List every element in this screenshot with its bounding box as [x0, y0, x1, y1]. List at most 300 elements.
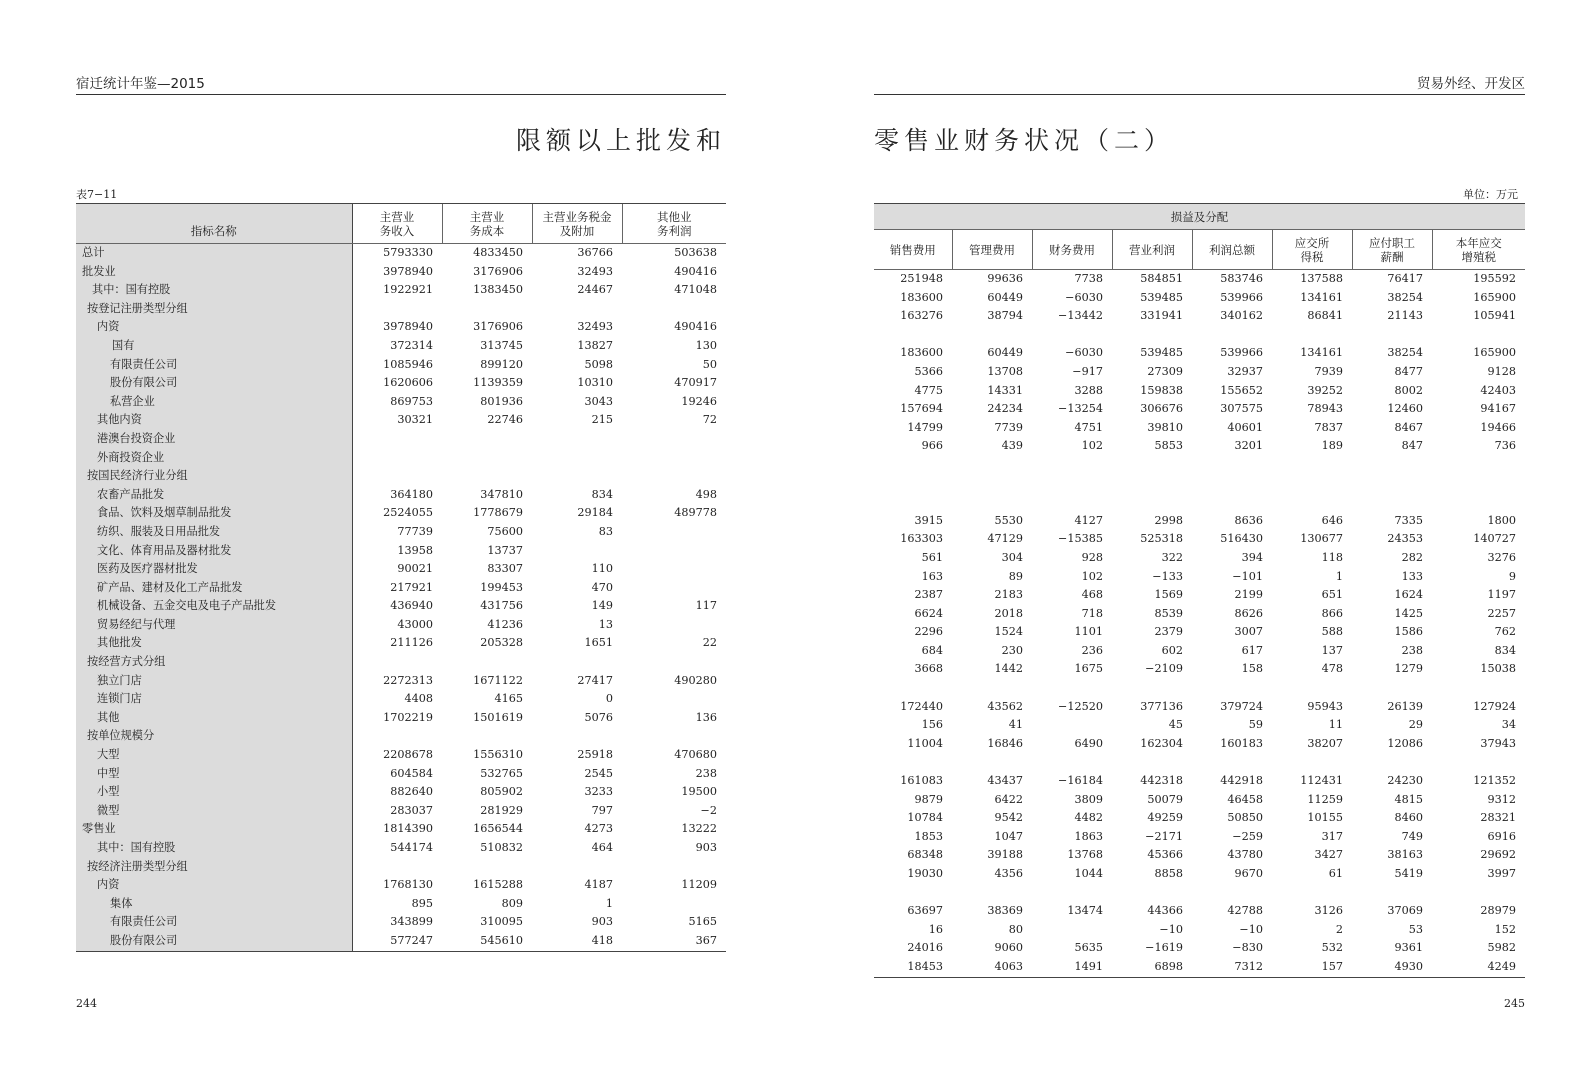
row-label: 大型	[76, 746, 352, 765]
data-cell: 1279	[1394, 662, 1423, 676]
data-cell: 41	[1008, 718, 1023, 732]
data-cell: 38369	[987, 904, 1023, 918]
data-cell: 4930	[1352, 958, 1432, 977]
data-cell	[1272, 493, 1352, 512]
data-cell: 38254	[1387, 346, 1423, 360]
data-cell: 236	[1081, 643, 1103, 657]
data-cell: 4273	[584, 822, 613, 836]
data-cell	[1032, 493, 1112, 512]
data-cell: 45366	[1147, 848, 1183, 862]
data-cell: 37943	[1480, 736, 1516, 750]
data-cell: 646	[1321, 513, 1343, 527]
data-cell: 211126	[352, 634, 442, 653]
data-cell	[442, 467, 532, 486]
data-cell: 805902	[480, 785, 523, 799]
data-cell: 478	[1321, 662, 1343, 676]
data-cell	[442, 449, 532, 468]
data-cell: 7739	[994, 420, 1023, 434]
data-cell: 13958	[352, 542, 442, 561]
data-cell	[952, 493, 1032, 512]
data-cell: −2109	[1145, 662, 1183, 676]
table-row	[874, 846, 1525, 865]
data-cell: 137	[1321, 643, 1343, 657]
table-row	[76, 542, 726, 561]
data-cell: 9312	[1487, 792, 1516, 806]
data-cell: 1778679	[473, 506, 523, 520]
data-cell	[1352, 753, 1432, 772]
profit-distribution-header: 损益及分配	[874, 204, 1525, 230]
data-cell: −2	[700, 803, 717, 817]
data-cell: 4833450	[473, 246, 523, 259]
data-cell: 161083	[900, 774, 943, 788]
data-cell: 3809	[1074, 792, 1103, 806]
data-cell: 602	[1161, 643, 1183, 657]
data-cell: 68348	[907, 848, 943, 862]
data-cell: 1922921	[352, 281, 442, 300]
table-row	[76, 579, 726, 598]
data-cell: 102	[1081, 569, 1103, 583]
table-title-part2: 零售业财务状况（二）	[874, 126, 1175, 155]
data-cell: 1556310	[473, 748, 523, 762]
data-cell: 13737	[487, 543, 523, 557]
data-cell: 490416	[674, 320, 717, 334]
data-cell: 797	[591, 803, 613, 817]
data-cell: −16184	[1058, 774, 1103, 788]
data-cell: 5098	[584, 357, 613, 371]
data-cell: 1814390	[352, 820, 442, 839]
data-cell: 155652	[1220, 383, 1263, 397]
data-cell: 118	[1321, 550, 1343, 564]
data-cell: 1863	[1074, 829, 1103, 843]
data-cell: 3043	[584, 394, 613, 408]
data-cell	[1192, 884, 1272, 903]
data-cell: 61	[1328, 867, 1343, 880]
data-cell: 525318	[1140, 532, 1183, 546]
data-cell: 50	[702, 357, 717, 371]
data-cell: 49259	[1147, 811, 1183, 825]
data-cell: 899120	[480, 357, 523, 371]
data-cell: −830	[1232, 941, 1263, 955]
data-cell	[874, 475, 952, 494]
data-cell: 545610	[442, 932, 532, 951]
row-label: 内资	[76, 318, 352, 337]
table-row	[76, 820, 726, 839]
data-cell: 310095	[480, 915, 523, 929]
data-cell: 9361	[1394, 941, 1423, 955]
data-cell: −2171	[1145, 829, 1183, 843]
data-cell	[442, 300, 532, 319]
table-row	[874, 400, 1525, 419]
table-row	[874, 809, 1525, 828]
data-cell	[352, 727, 442, 746]
data-cell: 5853	[1154, 439, 1183, 453]
table-row	[76, 356, 726, 375]
table-row	[874, 549, 1525, 568]
data-cell: 72	[702, 413, 717, 427]
row-label: 纺织、服装及日用品批发	[76, 523, 352, 542]
data-cell	[1352, 475, 1432, 494]
data-cell	[622, 542, 726, 561]
data-cell: 372314	[352, 337, 442, 356]
data-cell: 684	[921, 643, 943, 657]
table-row	[76, 318, 726, 337]
data-cell: 9060	[994, 941, 1023, 955]
data-cell: 1853	[914, 829, 943, 843]
data-cell: 4751	[1074, 420, 1103, 434]
data-cell: 83307	[487, 562, 523, 576]
table-row	[76, 746, 726, 765]
data-cell: 4187	[584, 878, 613, 892]
data-cell: 6422	[994, 792, 1023, 806]
data-cell: 3427	[1314, 848, 1343, 862]
data-cell: 866	[1321, 606, 1343, 620]
data-cell: 4063	[952, 958, 1032, 977]
data-cell: 15038	[1480, 662, 1516, 676]
data-cell: 2183	[994, 588, 1023, 602]
data-cell: 1768130	[352, 876, 442, 895]
column-header: 财务费用	[1032, 230, 1112, 270]
data-cell	[874, 493, 952, 512]
data-cell: 159838	[1140, 383, 1183, 397]
data-cell: 2018	[994, 606, 1023, 620]
data-cell	[1432, 475, 1525, 494]
data-cell: 13708	[987, 364, 1023, 378]
data-cell	[1112, 475, 1192, 494]
data-cell	[1352, 456, 1432, 475]
data-cell: 8467	[1394, 420, 1423, 434]
data-cell	[952, 753, 1032, 772]
data-cell: 539485	[1140, 346, 1183, 360]
page-number-left: 244	[76, 997, 97, 1010]
data-cell: 1139359	[473, 376, 523, 390]
data-cell	[952, 679, 1032, 698]
data-cell	[1272, 475, 1352, 494]
data-cell: 205328	[480, 636, 523, 650]
data-cell: 75600	[487, 524, 523, 538]
data-cell	[1432, 456, 1525, 475]
data-cell: 26139	[1387, 699, 1423, 713]
data-cell	[352, 430, 442, 449]
data-cell: 183600	[900, 346, 943, 360]
data-cell: 39252	[1307, 383, 1343, 397]
data-cell: 43562	[987, 699, 1023, 713]
row-label: 内资	[76, 876, 352, 895]
data-cell: 2208678	[352, 746, 442, 765]
data-cell	[352, 300, 442, 319]
data-cell: 42788	[1227, 904, 1263, 918]
data-cell	[622, 690, 726, 709]
data-cell: 1586	[1394, 625, 1423, 639]
data-cell: 43437	[987, 774, 1023, 788]
data-cell: 464	[591, 841, 613, 854]
row-label: 集体	[76, 895, 352, 914]
column-header: 主营业务税金 及附加	[532, 204, 622, 244]
data-cell: 238	[1401, 643, 1423, 657]
row-label: 按经营方式分组	[76, 653, 352, 672]
data-cell: 10155	[1307, 811, 1343, 825]
data-cell: 489778	[674, 506, 717, 520]
data-cell: 130	[695, 338, 717, 352]
table-row	[76, 616, 726, 635]
data-cell: 436940	[352, 597, 442, 616]
data-cell	[1272, 679, 1352, 698]
table-row	[76, 709, 726, 728]
data-cell: 439	[1001, 439, 1023, 453]
table-row	[76, 727, 726, 746]
column-header: 其他业 务利润	[622, 204, 726, 244]
data-cell: 2545	[584, 766, 613, 780]
data-cell: 8626	[1234, 606, 1263, 620]
data-cell: 3276	[1487, 550, 1516, 564]
data-cell: 41236	[487, 617, 523, 631]
data-cell: 847	[1401, 439, 1423, 453]
data-cell	[442, 653, 532, 672]
data-cell: 183600	[900, 290, 943, 304]
data-cell: 5419	[1394, 867, 1423, 880]
running-head-left	[76, 76, 726, 95]
table-row	[874, 660, 1525, 679]
data-cell: 95943	[1307, 699, 1343, 713]
data-cell: 7738	[1074, 272, 1103, 285]
data-cell	[442, 858, 532, 877]
data-cell: 882640	[352, 783, 442, 802]
table-row	[76, 653, 726, 672]
row-label: 中型	[76, 765, 352, 784]
data-cell: 9670	[1234, 867, 1263, 880]
data-cell: 834	[591, 487, 613, 501]
data-cell: 0	[605, 692, 613, 706]
data-cell: 431756	[480, 599, 523, 613]
data-cell: 809	[501, 896, 523, 910]
data-cell: 11	[1328, 718, 1343, 732]
row-label: 股份有限公司	[76, 932, 352, 951]
data-cell: 27417	[577, 673, 613, 687]
table-row	[874, 307, 1525, 326]
table-row	[874, 753, 1525, 772]
data-cell: 1383450	[473, 283, 523, 297]
data-cell: 80	[1008, 922, 1023, 936]
data-cell	[442, 430, 532, 449]
data-cell: 1620606	[352, 374, 442, 393]
data-cell: 238	[695, 766, 717, 780]
data-cell: 38207	[1307, 736, 1343, 750]
row-label: 小型	[76, 783, 352, 802]
row-label: 有限责任公司	[76, 913, 352, 932]
table-row	[76, 634, 726, 653]
data-cell	[1032, 679, 1112, 698]
data-cell: 5982	[1487, 941, 1516, 955]
data-cell: 38254	[1387, 290, 1423, 304]
data-cell: 903	[695, 841, 717, 854]
data-cell	[1192, 475, 1272, 494]
data-cell	[1032, 753, 1112, 772]
table-row	[874, 921, 1525, 940]
table-title-part1: 限额以上批发和	[515, 126, 726, 155]
data-cell	[1272, 753, 1352, 772]
data-cell: −15385	[1058, 532, 1103, 546]
data-cell: 157694	[900, 402, 943, 416]
data-cell: 39188	[987, 848, 1023, 862]
table-row	[76, 430, 726, 449]
data-cell: 1615288	[473, 878, 523, 892]
data-cell: 8539	[1154, 606, 1183, 620]
data-cell	[352, 467, 442, 486]
data-cell: 30321	[352, 411, 442, 430]
data-cell: 13	[598, 617, 613, 631]
table-row	[874, 791, 1525, 810]
data-cell	[1352, 493, 1432, 512]
data-cell: 46458	[1227, 792, 1263, 806]
data-cell: 50079	[1147, 792, 1183, 806]
chapter-title: 贸易外经、开发区	[1417, 76, 1525, 92]
table-row	[874, 568, 1525, 587]
data-cell: 102	[1081, 439, 1103, 453]
data-cell: 6490	[1074, 736, 1103, 750]
data-cell	[1352, 679, 1432, 698]
data-cell: 8460	[1394, 811, 1423, 825]
data-cell: 89	[1008, 569, 1023, 583]
data-cell: 16846	[987, 736, 1023, 750]
yearbook-title: 宿迁统计年鉴—2015	[76, 76, 205, 92]
data-cell	[1192, 493, 1272, 512]
data-cell: 1	[1335, 569, 1343, 583]
data-cell: 7837	[1314, 420, 1343, 434]
data-cell	[1032, 326, 1112, 345]
table-row	[874, 326, 1525, 345]
data-cell: 32937	[1227, 364, 1263, 378]
data-cell: 588	[1321, 625, 1343, 639]
data-cell: 510832	[480, 841, 523, 854]
data-cell	[1272, 884, 1352, 903]
data-cell: 21143	[1387, 309, 1423, 323]
data-cell: 24230	[1387, 774, 1423, 788]
data-cell: −13254	[1058, 402, 1103, 416]
table-row	[874, 939, 1525, 958]
table-row	[76, 504, 726, 523]
data-cell: 1197	[1487, 588, 1516, 602]
data-cell: 4408	[352, 690, 442, 709]
data-cell: 394	[1241, 550, 1263, 564]
data-cell: 281929	[480, 803, 523, 817]
data-cell: 29692	[1480, 848, 1516, 862]
data-cell: 869753	[352, 393, 442, 412]
data-cell: 1651	[584, 636, 613, 650]
data-cell: 163276	[900, 309, 943, 323]
data-cell: −6030	[1065, 290, 1103, 304]
data-cell	[622, 858, 726, 877]
running-head-right	[874, 76, 1525, 95]
data-cell: 22746	[487, 413, 523, 427]
data-cell: 966	[921, 439, 943, 453]
data-cell: 14799	[907, 420, 943, 434]
data-cell	[1032, 921, 1112, 940]
data-cell: 136	[695, 710, 717, 724]
data-cell: 160183	[1220, 736, 1263, 750]
data-cell: 4356	[994, 867, 1023, 880]
row-label: 按经济注册类型分组	[76, 858, 352, 877]
data-cell: 1425	[1394, 606, 1423, 620]
data-cell: 7335	[1394, 513, 1423, 527]
data-cell: 3176906	[473, 264, 523, 278]
data-cell: −917	[1072, 364, 1103, 378]
data-cell: 313745	[480, 338, 523, 352]
row-label: 私营企业	[76, 393, 352, 412]
data-cell: 2199	[1234, 588, 1263, 602]
data-cell: 165900	[1473, 290, 1516, 304]
data-cell: 1656544	[473, 822, 523, 836]
data-cell: 99636	[987, 272, 1023, 285]
data-cell: 29184	[577, 506, 613, 520]
data-cell	[532, 727, 622, 746]
data-cell: 4127	[1074, 513, 1103, 527]
data-cell: 83	[598, 524, 613, 538]
data-cell: 340162	[1220, 309, 1263, 323]
data-cell: 230	[1001, 643, 1023, 657]
data-cell: 19030	[907, 867, 943, 880]
data-cell: 5076	[584, 710, 613, 724]
data-cell: 347810	[480, 487, 523, 501]
data-cell: 13827	[577, 338, 613, 352]
data-cell	[532, 858, 622, 877]
data-cell: 307575	[1220, 402, 1263, 416]
data-cell: 50850	[1227, 811, 1263, 825]
data-cell: 6898	[1112, 958, 1192, 977]
row-label: 其他批发	[76, 634, 352, 653]
data-cell: 13474	[1067, 904, 1103, 918]
column-header: 营业利润	[1112, 230, 1192, 270]
data-cell: 163	[921, 569, 943, 583]
data-cell: 651	[1321, 588, 1343, 602]
data-cell	[352, 653, 442, 672]
data-cell: 43000	[352, 616, 442, 635]
data-cell: 117	[695, 599, 717, 613]
page-number-right: 245	[1504, 997, 1525, 1010]
table-row	[76, 263, 726, 282]
data-cell: 53	[1408, 922, 1423, 936]
column-header: 管理费用	[952, 230, 1032, 270]
table-row	[76, 895, 726, 914]
data-cell	[1192, 326, 1272, 345]
data-cell: 3997	[1487, 867, 1516, 880]
data-cell: 331941	[1140, 309, 1183, 323]
table-row	[874, 735, 1525, 754]
data-cell: 18453	[874, 958, 952, 977]
data-cell: 156	[921, 718, 943, 732]
data-cell: 1624	[1394, 588, 1423, 602]
data-cell	[1432, 679, 1525, 698]
table-row	[874, 902, 1525, 921]
data-cell	[1032, 716, 1112, 735]
data-cell: 24016	[907, 941, 943, 955]
data-cell	[1112, 493, 1192, 512]
data-cell: 516430	[1220, 532, 1263, 546]
row-label: 矿产品、建材及化工产品批发	[76, 579, 352, 598]
data-cell	[622, 430, 726, 449]
data-cell	[352, 858, 442, 877]
data-cell	[1432, 326, 1525, 345]
data-cell: 1044	[1074, 867, 1103, 880]
data-cell: 532765	[480, 766, 523, 780]
data-cell: 8477	[1394, 364, 1423, 378]
data-cell: 149	[591, 599, 613, 613]
data-cell	[1432, 493, 1525, 512]
data-cell: 2379	[1154, 625, 1183, 639]
table-row	[76, 244, 726, 263]
row-label: 独立门店	[76, 672, 352, 691]
data-cell: 4165	[494, 692, 523, 706]
data-cell: 22	[702, 636, 717, 650]
table-row	[76, 337, 726, 356]
